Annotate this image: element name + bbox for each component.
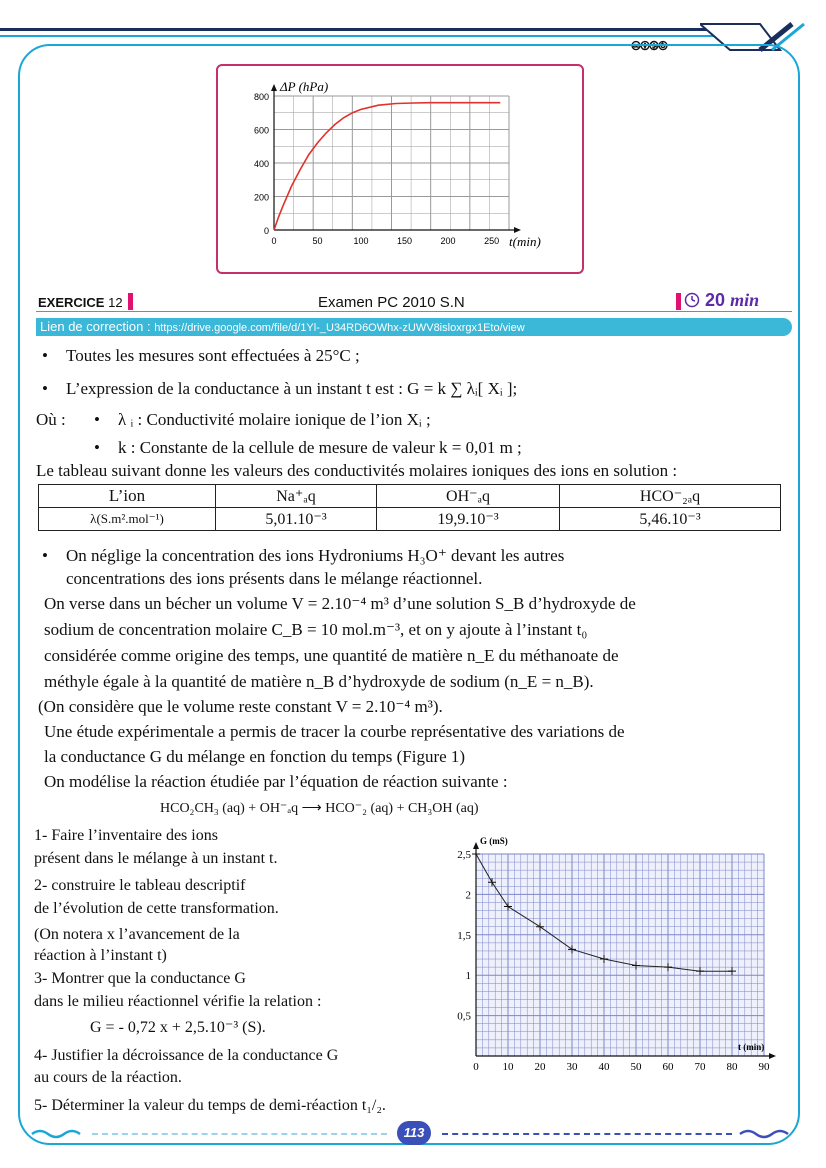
question-4a: 4- Justifier la décroissance de la conductance G (34, 1047, 339, 1064)
question-4b: au cours de la réaction. (34, 1069, 182, 1086)
conductance-formula: G = k ∑ λᵢ[ Xᵢ ]; (407, 379, 518, 398)
figure-pressure (216, 64, 584, 274)
x-tick-label: 50 (630, 1061, 642, 1073)
table-cell: HCO⁻₂ₐq (560, 485, 781, 508)
header-rule-dark (0, 28, 745, 31)
y-axis-arrow (271, 84, 277, 91)
y-axis-label: G (mS) (480, 836, 508, 846)
data-line (274, 103, 500, 230)
x-tick-label: 250 (484, 236, 500, 246)
question-2c: (On notera x l’avancement de la (34, 926, 240, 943)
para-line-6: Une étude expérimentale a permis de tracer la courbe représentative des variations de (44, 722, 625, 741)
table-cell: λ(S.m².mol⁻¹) (39, 508, 216, 531)
x-tick-label: 60 (662, 1061, 674, 1073)
exercise-word: EXERCICE (38, 295, 105, 310)
y-tick-label: 200 (253, 192, 269, 203)
x-tick-label: 10 (502, 1061, 514, 1073)
question-1b: présent dans le mélange à un instant t. (34, 850, 278, 867)
bullet-lambda: • λ ᵢ : Conductivité molaire ionique de l’ion Xᵢ ; (118, 410, 431, 430)
y-tick-label: 1 (465, 970, 471, 983)
license-icons: 🅭🅯🄏🄎 (632, 38, 668, 53)
footer-rule-right (442, 1133, 732, 1137)
x-axis-label: t (min) (738, 1042, 765, 1052)
question-5: 5- Déterminer la valeur du temps de demi-réaction t₁/₂. (34, 1097, 386, 1114)
conductance-intro: L’expression de la conductance à un instant t est : (66, 379, 408, 398)
reaction-equation: HCO₂CH₃ (aq) + OH⁻ₐq ⟶ HCO⁻₂ (aq) + CH₃OH (aq) (160, 801, 479, 816)
x-tick-label: 20 (534, 1061, 546, 1073)
table-cell: L’ion (39, 485, 216, 508)
question-2a: 2- construire le tableau descriptif (34, 877, 246, 894)
x-tick-label: 80 (726, 1061, 738, 1073)
y-tick-label: 1,5 (457, 929, 471, 942)
para-line-7: la conductance G du mélange en fonction du temps (Figure 1) (44, 747, 466, 766)
conductance-chart (440, 822, 780, 1084)
question-3a: 3- Montrer que la conductance G (34, 970, 246, 987)
question-3c: G = - 0,72 x + 2,5.10⁻³ (S). (90, 1019, 266, 1036)
x-tick-label: 150 (397, 236, 413, 246)
bullet-temperature: • Toutes les mesures sont effectuées à 25°C ; (66, 346, 360, 366)
x-tick-label: 50 (312, 236, 323, 246)
exercise-label (38, 295, 123, 310)
table-cell: OH⁻ₐq (377, 485, 560, 508)
question-1a: 1- Faire l’inventaire des ions (34, 827, 218, 844)
para-line-5: (On considère que le volume reste constant V = 2.10⁻⁴ m³). (38, 697, 443, 716)
exercise-marker (128, 293, 133, 310)
x-tick-label: 0 (473, 1061, 479, 1073)
exercise-number: 12 (108, 295, 123, 310)
x-tick-label: 40 (598, 1061, 610, 1073)
footer-rule-left (92, 1133, 387, 1137)
conductivity-table (38, 484, 781, 531)
x-tick-label: 90 (758, 1061, 770, 1073)
time-marker (676, 293, 681, 310)
table-cell: 5,46.10⁻³ (560, 508, 781, 531)
x-tick-label: 30 (566, 1061, 578, 1073)
x-tick-label: 200 (440, 236, 456, 246)
pressure-chart (218, 66, 582, 272)
y-tick-label: 0,5 (457, 1010, 471, 1023)
exercise-duration (684, 290, 759, 311)
duration-unit: min (730, 290, 760, 310)
x-tick-label: 0 (271, 236, 277, 246)
para-line-2: sodium de concentration molaire C_B = 10 mol.m⁻³, et on y ajoute à l’instant t₀ (44, 620, 588, 639)
hydronium-cont: concentrations des ions présents dans le mélange réactionnel. (66, 569, 483, 588)
table-header-row (39, 485, 781, 508)
table-cell: 19,9.10⁻³ (377, 508, 560, 531)
plot-background (476, 854, 764, 1056)
correction-url[interactable]: https://drive.google.com/file/d/1Yl-_U34RD6OWhx-zUWV8isloxrgx1Eto/view (154, 322, 525, 334)
page-number: 113 (397, 1121, 431, 1145)
para-line-1: On verse dans un bécher un volume V = 2.10⁻⁴ m³ d’une solution S_B d’hydroxyde de (44, 594, 636, 613)
y-tick-label: 400 (253, 159, 269, 169)
y-axis-arrow (473, 842, 479, 849)
question-2d: réaction à l’instant t) (34, 947, 167, 964)
clock-icon (684, 292, 700, 308)
question-3b: dans le milieu réactionnel vérifie la relation : (34, 993, 322, 1010)
para-line-8: On modélise la réaction étudiée par l’équation de réaction suivante : (44, 772, 508, 791)
question-2b: de l’évolution de cette transformation. (34, 900, 279, 917)
exercise-rule (36, 311, 792, 312)
para-line-4: méthyle égale à la quantité de matière n_B d’hydroxyde de sodium (n_E = n_B). (44, 672, 594, 691)
table-cell: 5,01.10⁻³ (216, 508, 377, 531)
x-axis-arrow (514, 227, 521, 233)
header-rule-blue (0, 35, 745, 37)
para-line-3: considérée comme origine des temps, une quantité de matière n_E du méthanoate de (44, 646, 619, 665)
x-axis-arrow (769, 1053, 776, 1059)
bullet-hydronium: • On néglige la concentration des ions Hydroniums H₃O⁺ devant les autres (66, 546, 564, 566)
bullet-conductance (66, 379, 517, 399)
y-tick-label: 2 (465, 889, 471, 902)
y-axis-label: ΔP (hPa) (280, 79, 329, 94)
y-tick-label: 800 (253, 92, 269, 102)
table-intro: Le tableau suivant donne les valeurs des conductivités molaires ioniques des ions en solution : (36, 461, 678, 480)
bullet-k: • k : Constante de la cellule de mesure de valeur k = 0,01 m ; (118, 438, 522, 458)
y-tick-label: 600 (253, 125, 269, 136)
table-cell: Na⁺ₐq (216, 485, 377, 508)
duration-value: 20 (705, 290, 726, 310)
table-row (39, 508, 781, 531)
y-tick-label: 0 (263, 226, 269, 236)
footer-ornament-left (30, 1128, 90, 1140)
x-tick-label: 70 (694, 1061, 706, 1073)
footer-ornament-right (738, 1128, 798, 1140)
x-axis-label: t(min) (509, 234, 541, 249)
correction-label: Lien de correction : (40, 319, 155, 334)
y-tick-label: 2,5 (457, 849, 471, 861)
exercise-title: Examen PC 2010 S.N (318, 294, 465, 311)
ou-label: Où : (36, 410, 66, 429)
x-tick-label: 100 (353, 236, 369, 246)
correction-link[interactable] (40, 319, 525, 334)
